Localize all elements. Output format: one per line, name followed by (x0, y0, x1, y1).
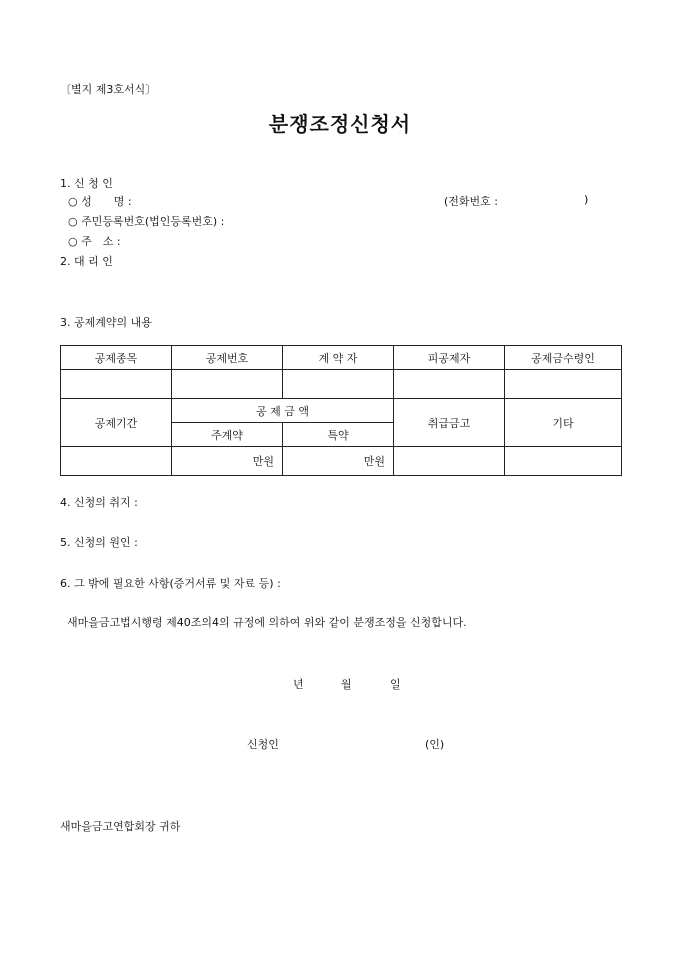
amount-label: 공 제 금 액 (172, 399, 394, 423)
section3-heading: 3. 공제계약의 내용 (60, 316, 152, 329)
cell-product[interactable] (61, 370, 172, 399)
section2-heading: 2. 대 리 인 (60, 255, 113, 268)
table-row (61, 370, 622, 399)
address-label: ○ 주 소 : (68, 235, 121, 248)
header-contractor: 계 약 자 (283, 346, 394, 370)
section5-heading: 5. 신청의 원인 : (60, 536, 138, 549)
section1-heading: 1. 신 청 인 (60, 177, 113, 190)
cell-handling-branch[interactable] (394, 447, 505, 476)
header-beneficiary: 공제금수령인 (505, 346, 622, 370)
unit-label: 만원 (252, 455, 274, 468)
applicant-name-label: ○ 성 명 : (68, 195, 132, 208)
cell-main-amount[interactable] (172, 447, 283, 476)
header-insured: 피공제자 (394, 346, 505, 370)
table-subheader-row (61, 399, 622, 423)
unit-label: 만원 (363, 455, 385, 468)
phone-close: ) (584, 193, 589, 206)
handling-branch-label: 취급금고 (394, 399, 505, 447)
header-product: 공제종목 (61, 346, 172, 370)
other-label: 기타 (505, 399, 622, 447)
cell-period[interactable] (61, 447, 172, 476)
applicant-signature-label: 신청인 (247, 738, 279, 751)
phone-label: (전화번호 : (444, 195, 498, 208)
cell-insured[interactable] (394, 370, 505, 399)
date-month-label: 월 (341, 678, 352, 691)
cell-beneficiary[interactable] (505, 370, 622, 399)
table-header-row (61, 346, 622, 370)
seal-label: (인) (425, 738, 445, 751)
table-row (61, 447, 622, 476)
form-number: 〔별지 제3호서식〕 (60, 83, 157, 96)
registration-number-label: ○ 주민등록번호(법인등록번호) : (68, 215, 225, 228)
special-contract-label: 특약 (283, 423, 394, 447)
contract-table (60, 345, 622, 476)
cell-contractor[interactable] (283, 370, 394, 399)
main-contract-label: 주계약 (172, 423, 283, 447)
cell-special-amount[interactable] (283, 447, 394, 476)
addressee: 새마을금고연합회장 귀하 (60, 820, 181, 833)
header-number: 공제번호 (172, 346, 283, 370)
section6-heading: 6. 그 밖에 필요한 사항(증거서류 및 자료 등) : (60, 577, 281, 590)
application-statement: 새마을금고법시행령 제40조의4의 규정에 의하여 위와 같이 분쟁조정을 신청합니다. (67, 616, 467, 629)
section4-heading: 4. 신청의 취지 : (60, 496, 138, 509)
date-year-label: 년 (293, 678, 304, 691)
period-label: 공제기간 (61, 399, 172, 447)
date-day-label: 일 (390, 678, 401, 691)
document-title: 분쟁조정신청서 (268, 112, 412, 136)
cell-number[interactable] (172, 370, 283, 399)
cell-other[interactable] (505, 447, 622, 476)
